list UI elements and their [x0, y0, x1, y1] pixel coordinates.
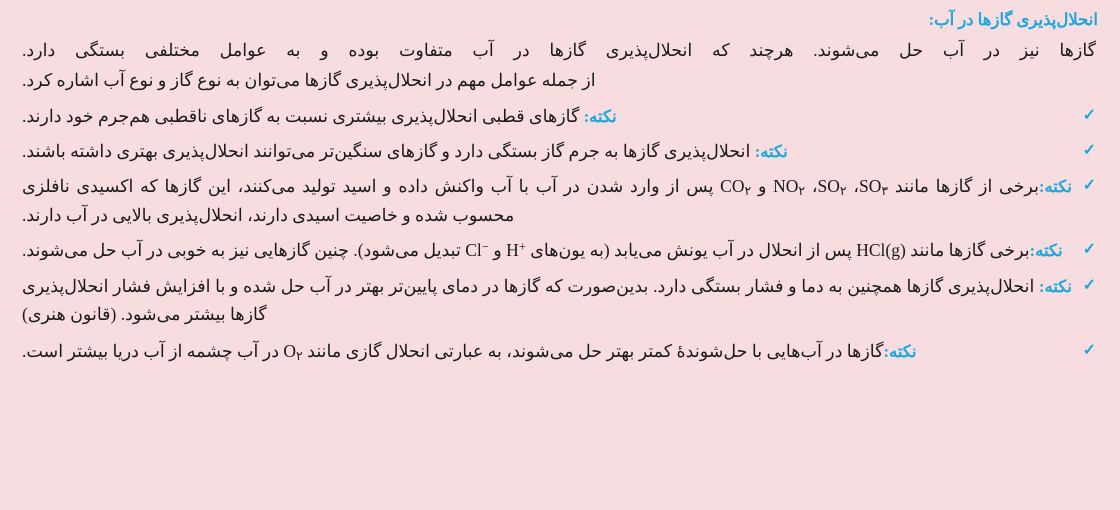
note-item — [22, 172, 1098, 229]
note-body-lead: برخی از گازها مانند — [888, 176, 1039, 197]
note-sep: و — [751, 176, 774, 197]
note-body: انحلال‌پذیری گازها همچنین به دما و فشار بستگی دارد. بدین‌صورت که گازها در دمای پایین‌تر بهتر در آب حل شده و با افزایش فشار انحلال‌پذیری گازها بیشتر می‌شود. (قانون هنری) — [22, 275, 1035, 325]
note-body: انحلال‌پذیری گازها به جرم گاز بستگی دارد و گازهای سنگین‌تر می‌توانند انحلال‌پذیری بهتری داشته باشند. — [22, 141, 751, 162]
note-label: نکته: — [883, 342, 917, 362]
note-label: نکته: — [1029, 241, 1063, 261]
note-item — [22, 337, 1098, 366]
note-sep: و — [488, 240, 507, 261]
note-body: گازهای قطبی انحلال‌پذیری بیشتری نسبت به گازهای ناقطبی هم‌جرم خود دارند. — [22, 105, 580, 126]
check-mark-icon: ✓ — [1082, 241, 1096, 259]
note-body-tail: در آب چشمه از آب دریا بیشتر است. — [22, 341, 284, 362]
note-item — [22, 272, 1098, 328]
note-sep: پس از انحلال در آب یونش می‌یابد (به یون‌های — [525, 240, 857, 261]
note-body-lead: گازها در آب‌هایی با حل‌شوندهٔ کمتر بهتر حل می‌شوند، به عبارتی انحلال گازی مانند — [302, 341, 884, 362]
note-label: نکته: — [1038, 177, 1072, 197]
note-label: نکته: — [583, 106, 617, 126]
check-mark-icon: ✓ — [1082, 177, 1096, 195]
note-body-tail: تبدیل می‌شود). چنین گازهایی نیز به خوبی در آب حل می‌شوند. — [22, 240, 466, 261]
formula-so3: $SO_٣$ — [859, 176, 889, 199]
note-label: نکته: — [1038, 276, 1073, 296]
check-mark-icon: ✓ — [1082, 342, 1096, 360]
formula-so2: $SO_٢$ — [817, 176, 847, 199]
note-sep: ، — [846, 176, 860, 197]
formula-cl-minus: Cl− — [465, 240, 489, 261]
page-title: انحلال‌پذیری گازها در آب: — [928, 10, 1098, 29]
intro-paragraph-1: گازها نیز در آب حل می‌شوند. هرچند که انحلال‌پذیری گازها در آب متفاوت بوده و به عوامل مختلفی بستگی دارد. — [22, 40, 1096, 60]
check-mark-icon: ✓ — [1082, 142, 1096, 160]
note-label: نکته: — [754, 142, 788, 162]
note-sep: ، — [805, 176, 818, 197]
check-mark-icon: ✓ — [1082, 106, 1096, 124]
note-body-lead: برخی گازها مانند — [905, 240, 1030, 261]
note-item — [22, 137, 1098, 165]
note-item — [22, 102, 1098, 130]
formula-co2: $CO_٢$ — [720, 176, 752, 199]
note-body-tail: پس از وارد شدن در آب با آب واکنش داده و اسید تولید می‌کنند، این گازها که اکسیدی نافلزی محسوب شده و خاصیت اسیدی دارند، انحلال‌پذیری بالایی در آب دارند. — [22, 176, 721, 226]
check-mark-icon: ✓ — [1082, 276, 1096, 294]
intro-paragraph-2: از جمله عوامل مهم در انحلال‌پذیری گازها می‌توان به نوع گاز و نوع آب اشاره کرد. — [22, 70, 596, 91]
note-item — [22, 236, 1098, 264]
formula-no2: $NO_٢$ — [773, 176, 806, 199]
formula-h-plus: H+ — [506, 240, 526, 261]
formula-o2: $O_٢$ — [283, 341, 303, 363]
formula-hcl-gas: HCl(g) — [856, 240, 906, 261]
